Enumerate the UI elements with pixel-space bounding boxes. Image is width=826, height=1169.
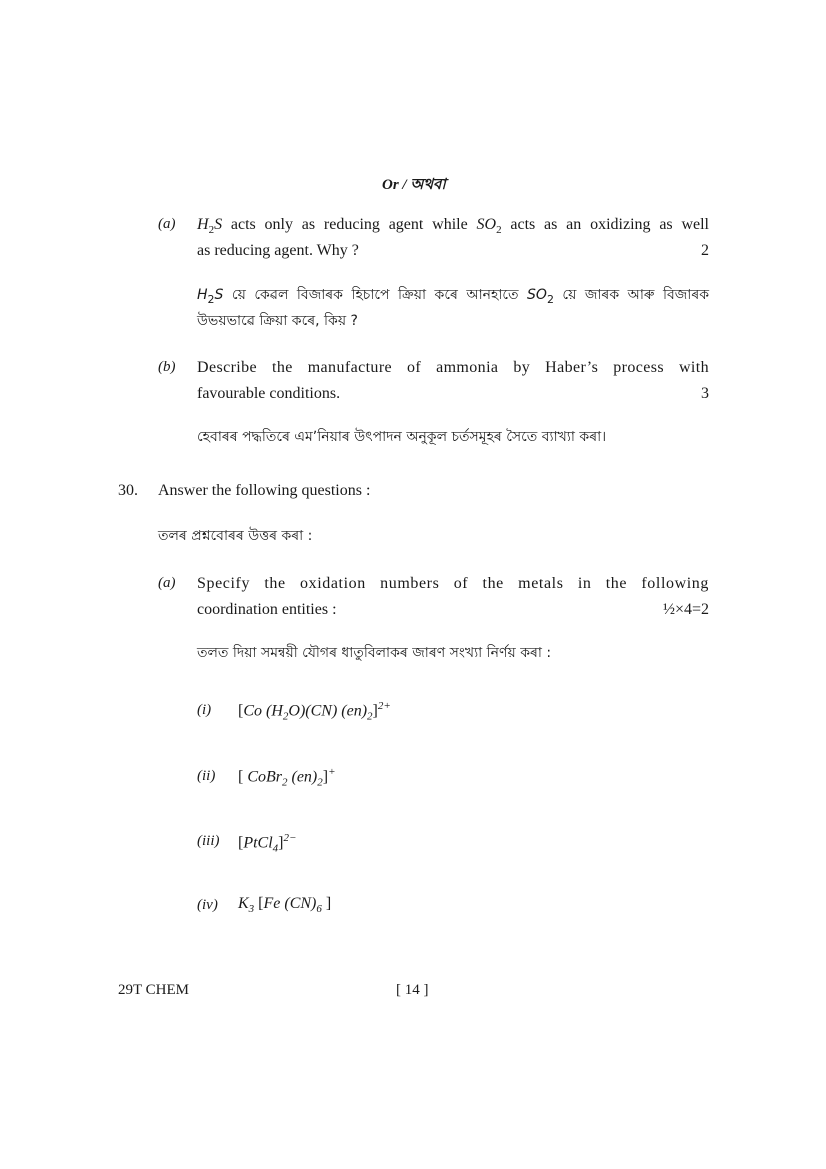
item-label: (iv) (197, 897, 218, 913)
q29b-assamese: হেবাৰৰ পদ্ধতিৰে এমʼনিয়াৰ উৎপাদন অনুকূল চৰ্তসমূহৰ সৈতে ব্যাখ্যা কৰা। (197, 429, 607, 445)
item-label: (i) (197, 702, 212, 718)
q30-title: Answer the following questions : (158, 482, 371, 499)
text-segment: 6 (316, 903, 322, 916)
q29b-line2 (197, 381, 709, 407)
q30-number: 30. (118, 482, 138, 499)
text-segment: [ (238, 768, 248, 786)
footer-page-number: [ 14 ] (396, 982, 429, 998)
text-segment: S (214, 216, 223, 233)
text-segment: 2 (317, 776, 323, 789)
footer-paper-code: 29T CHEM (118, 982, 189, 998)
text-segment: ] (321, 895, 332, 912)
q29b-label: (b) (158, 359, 176, 375)
q30a-label: (a) (158, 575, 176, 591)
text-segment: Co (H (243, 702, 283, 720)
text-segment: SO (527, 287, 547, 303)
text-segment: 2+ (377, 700, 391, 712)
q29a-line2-text: as reducing agent. Why ? (197, 242, 359, 259)
text-segment: [ (238, 702, 244, 720)
text-segment: CoBr (247, 768, 282, 786)
text-segment: K (238, 895, 249, 912)
text-segment: য়ে কেৱল বিজাৰক হিচাপে ক্ৰিয়া কৰে আনহাতে (223, 287, 528, 303)
formula (238, 832, 296, 855)
text-segment: S (214, 287, 224, 303)
q29b-line2-text: favourable conditions. (197, 385, 341, 402)
item-label: (iii) (197, 833, 220, 849)
text-segment: 4 (272, 842, 279, 855)
q30a-marks: ½×4=2 (662, 601, 709, 618)
text-segment: 2 (496, 224, 502, 237)
formula (238, 895, 331, 915)
text-segment: ] (278, 834, 284, 852)
text-segment: acts only as reducing agent while (222, 216, 477, 233)
text-segment: 2− (283, 832, 297, 844)
q29a-label: (a) (158, 216, 176, 232)
text-segment: ] (322, 768, 329, 786)
text-segment: 2 (367, 710, 373, 723)
text-segment: [ (238, 834, 244, 852)
text-segment: [ (254, 895, 264, 912)
formula (238, 700, 391, 723)
text-segment: 3 (248, 903, 255, 916)
text-segment: ] (372, 702, 378, 720)
q30-title-assamese: তলৰ প্ৰশ্নবোৰৰ উত্তৰ কৰা : (158, 528, 313, 544)
text-segment: acts as an oxidizing as well (501, 216, 709, 233)
text-segment: SO (476, 216, 497, 233)
text-segment: H (197, 216, 209, 233)
q29b-marks: 3 (701, 385, 709, 402)
q29a-line2 (197, 238, 709, 264)
text-segment: 2 (207, 292, 215, 306)
text-segment: 2 (282, 710, 289, 723)
q30a-line1: Specify the oxidation numbers of the metals in the following (197, 575, 709, 592)
or-separator: Or / অথবা (382, 177, 446, 193)
q29b-line1: Describe the manufacture of ammonia by Haber’s process with (197, 359, 709, 376)
text-segment: (en) (287, 768, 318, 786)
text-segment: 2 (546, 292, 554, 306)
q30a-line2 (197, 597, 709, 623)
item-label: (ii) (197, 768, 216, 784)
q30a-assamese: তলত দিয়া সমন্বয়ী যৌগৰ ধাতুবিলাকৰ জাৰণ সংখ্যা নিৰ্ণয় কৰা : (197, 645, 552, 661)
q30a-line2-text: coordination entities : (197, 601, 337, 618)
text-segment: PtCl (243, 834, 273, 852)
text-segment: H (197, 287, 208, 303)
text-segment: য়ে জাৰক আৰু বিজাৰক (553, 287, 710, 303)
text-segment: 2 (282, 776, 288, 789)
q29a-marks: 2 (701, 242, 709, 259)
text-segment: + (328, 766, 336, 778)
text-segment: 2 (208, 224, 215, 237)
q29a-assamese-line2: উভয়ভাৱে ক্ৰিয়া কৰে, কিয় ? (197, 313, 358, 329)
formula (238, 766, 336, 789)
text-segment: O)(CN) (en) (288, 702, 368, 720)
text-segment: Fe (CN) (263, 895, 317, 912)
